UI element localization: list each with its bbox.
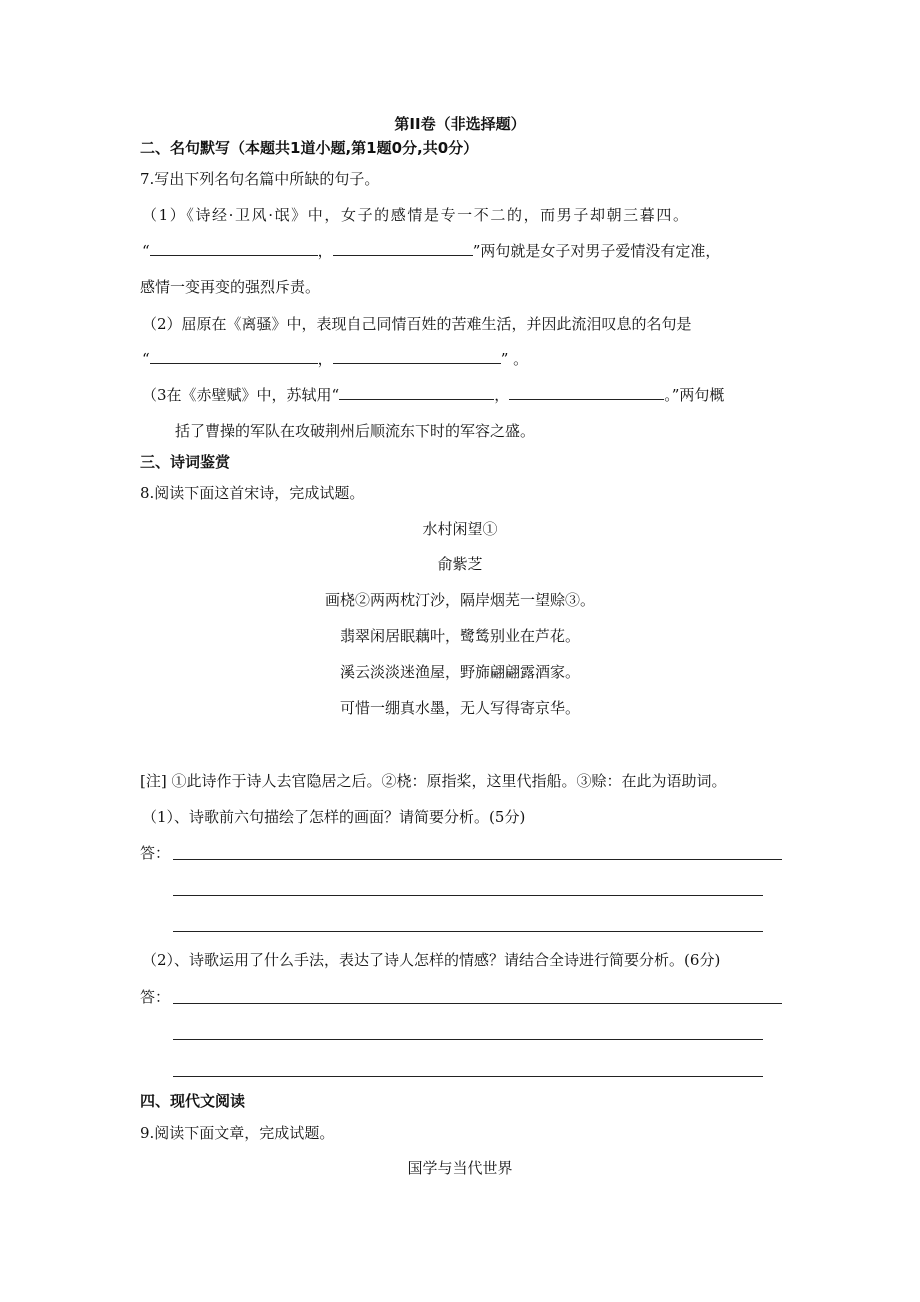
poem-title: 水村闲望① [422, 520, 498, 538]
answer-line[interactable] [173, 895, 763, 896]
answer-blank-3[interactable] [150, 349, 318, 364]
poem-line: 画桡②两两枕汀沙，隔岸烟芜一望赊③。 [324, 591, 595, 609]
q9-stem: 9.阅读下面文章，完成试题。 [140, 1124, 335, 1142]
q7-stem: 7.写出下列名句名篇中所缺的句子。 [140, 170, 380, 188]
poem-author: 俞紫芝 [437, 555, 483, 573]
answer-blank-4[interactable] [333, 349, 501, 364]
comma: ， [317, 350, 333, 368]
open-quote: “ [142, 242, 150, 260]
comma: ， [317, 242, 333, 260]
section3-heading: 三、诗词鉴赏 [140, 453, 231, 471]
q8-sub2: （2）、诗歌运用了什么手法，表达了诗人怎样的情感？请结合全诗进行简要分析。(6分) [142, 951, 721, 969]
item1-tail: ”两句就是女子对男子爱情没有定准， [472, 242, 721, 260]
part-title: 第II卷（非选择题） [394, 115, 526, 133]
item3-tail: 。”两句概 [664, 386, 725, 404]
poem-line: 可惜一绷真水墨，无人写得寄京华。 [339, 699, 580, 717]
q7-item2-text: （2）屈原在《离骚》中，表现自己同情百姓的苦难生活，并因此流泪叹息的名句是 [142, 315, 692, 333]
section2-heading: 二、名句默写（本题共1道小题,第1题0分,共0分） [140, 139, 479, 157]
item2-tail: ” 。 [500, 350, 529, 368]
answer-line[interactable] [173, 1076, 763, 1077]
item3-head: （3在《赤壁赋》中，苏轼用“ [142, 386, 340, 404]
open-quote: “ [142, 350, 150, 368]
answer-blank-6[interactable] [509, 385, 664, 400]
answer-label: 答： [140, 844, 171, 862]
answer-line[interactable] [173, 931, 763, 932]
answer-blank-5[interactable] [339, 385, 494, 400]
section4-heading: 四、现代文阅读 [140, 1092, 246, 1110]
q8-stem: 8.阅读下面这首宋诗，完成试题。 [140, 484, 365, 502]
poem-line: 溪云淡淡迷渔屋，野旆翩翩露酒家。 [339, 663, 580, 681]
answer-line[interactable] [173, 859, 782, 860]
q7-item3-cont: 括了曹操的军队在攻破荆州后顺流东下时的军容之盛。 [175, 422, 536, 440]
q7-item1-cont: 感情一变再变的强烈斥责。 [140, 278, 321, 296]
answer-line[interactable] [173, 1039, 763, 1040]
poem-note: [注] ①此诗作于诗人去官隐居之后。②桡：原指桨，这里代指船。③赊：在此为语助词。 [140, 772, 727, 790]
q7-item1-text: （1）《诗经·卫风·氓》中，女子的感情是专一不二的，而男子却朝三暮四。 [142, 206, 690, 224]
answer-line[interactable] [173, 1003, 782, 1004]
poem-line: 翡翠闲居眠藕叶，鹭鸶别业在芦花。 [339, 627, 580, 645]
answer-blank-2[interactable] [333, 241, 473, 256]
q7-item2-blanks [142, 348, 528, 370]
q7-item3-blanks [142, 384, 724, 406]
comma: ， [494, 386, 510, 404]
q8-sub1: （1）、诗歌前六句描绘了怎样的画面？请简要分析。(5分) [142, 808, 526, 826]
article-title: 国学与当代世界 [407, 1159, 513, 1177]
answer-label: 答： [140, 988, 171, 1006]
answer-blank-1[interactable] [150, 241, 318, 256]
q7-item1-blanks [142, 240, 720, 262]
